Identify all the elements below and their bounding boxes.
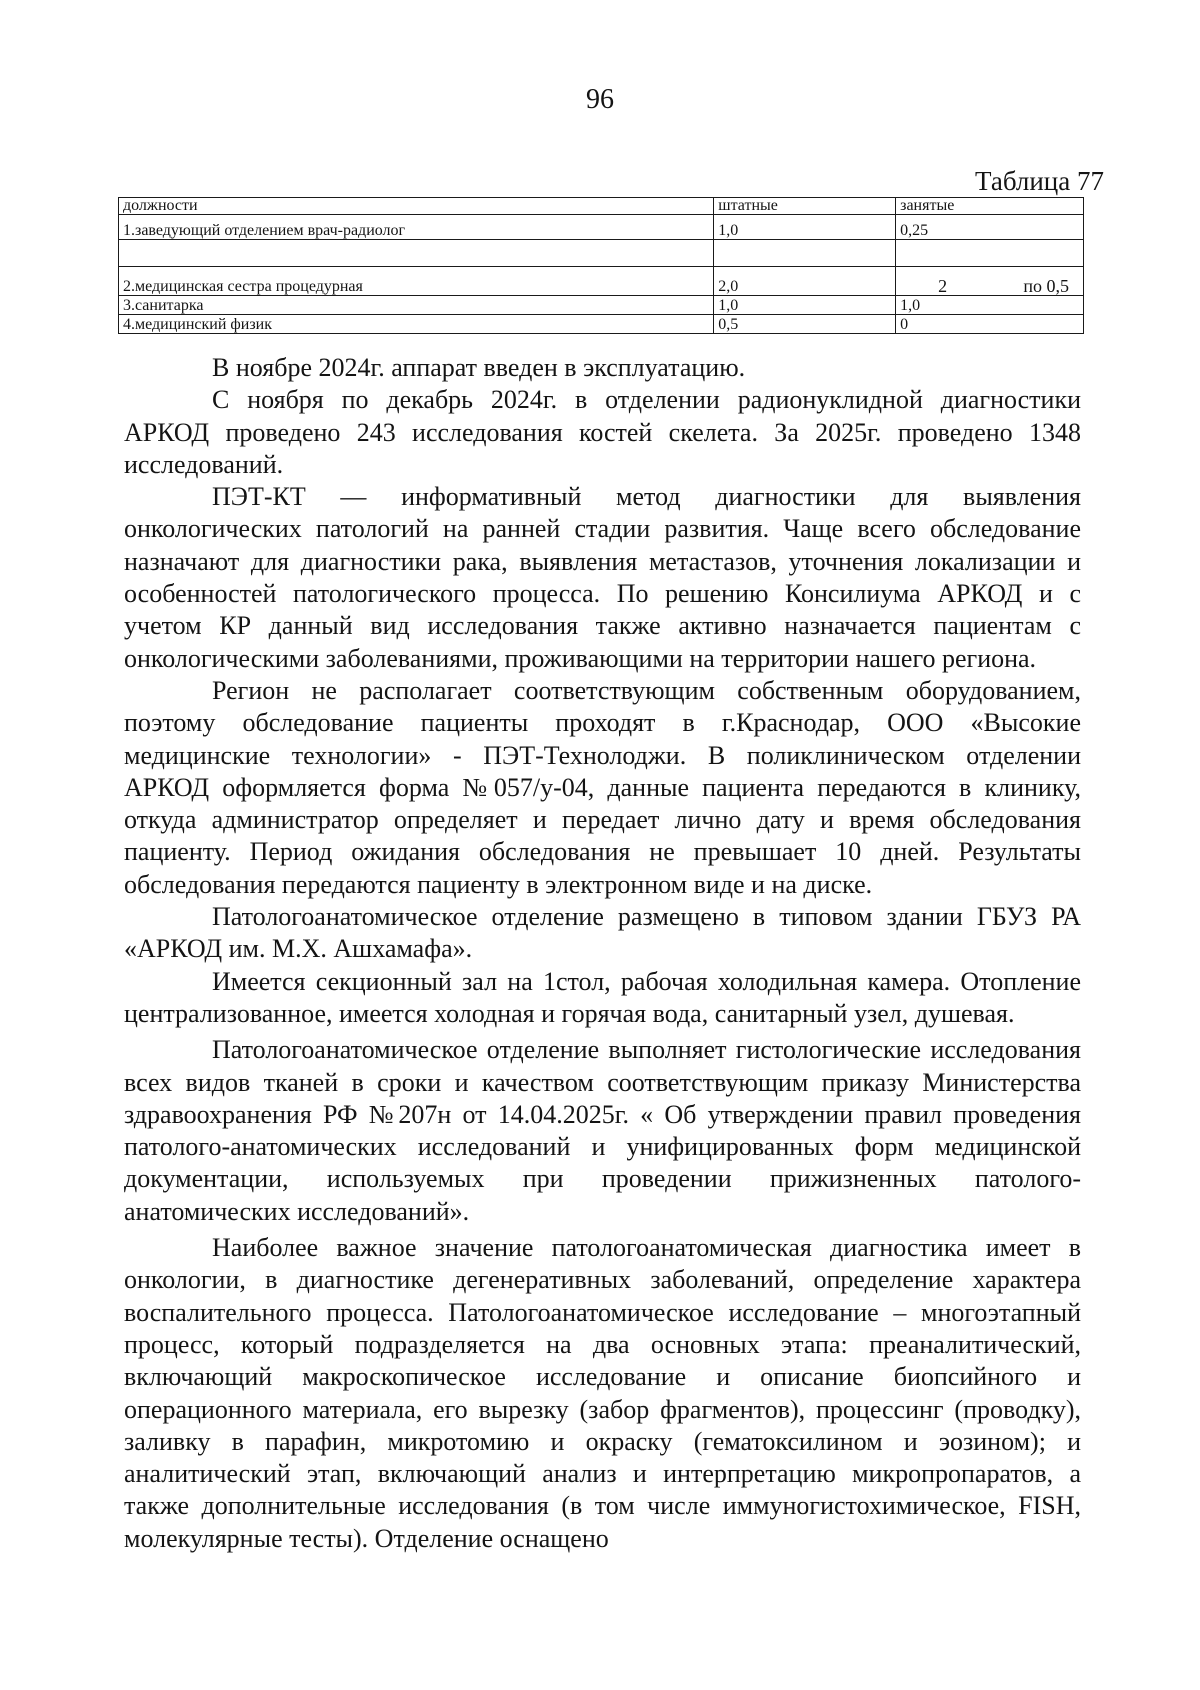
header-cell-position: должности [119, 198, 714, 215]
staffed-cell: 1,0 [714, 215, 896, 240]
position-cell [119, 240, 714, 267]
body-text [124, 352, 1081, 1555]
occupied-cell: 1,0 [896, 296, 1084, 315]
paragraph: В ноябре 2024г. аппарат введен в эксплуатацию. [212, 353, 746, 382]
table-header-row [119, 198, 1084, 215]
paragraph: Патологоанатомическое отделение выполняет гистологические исследования всех видов тканей в сроки и качеством соответствующим приказу Министерства здравоохранения РФ №207н от 14.04.2025г. « Об утверждении правил проведения патолого-анатомических исследований и унифицированных форм медицинской документации, используемых при проведении прижизненных патолого-анатомических исследований». [124, 1035, 1081, 1226]
occupied-cell: 0,25 [896, 215, 1084, 240]
staffed-cell: 0,5 [714, 315, 896, 334]
paragraph: ПЭТ-КТ — информативный метод диагностики для выявления онкологических патологий на ранней стадии развития. Чаще всего обследование назначают для диагностики рака, выявления метастазов, уточнения локализации и особенностей патологического процесса. По решению Консилиума АРКОД и с учетом КР данный вид исследования также активно назначается пациентам с онкологическими заболеваниями, проживающими на территории нашего региона. [124, 482, 1081, 673]
table-caption: Таблица 77 [975, 166, 1104, 196]
table-row [119, 215, 1084, 240]
paragraph: Регион не располагает соответствующим собственным оборудованием, поэтому обследование пациенты проходят в г.Краснодар, ООО «Высокие медицинские технологии» - ПЭТ-Технолоджи. В поликлиническом отделении АРКОД оформляется форма №057/у-04, данные пациента передаются в клинику, откуда администратор определяет и передает лично дату и время обследования пациенту. Период ожидания обследования не превышает 10 дней. Результаты обследования передаются пациенту в электронном виде и на диске. [124, 675, 1081, 899]
position-cell: 2.медицинская сестра процедурная [119, 267, 714, 296]
position-cell: 1.заведующий отделением врач-радиолог [119, 215, 714, 240]
staffed-cell: 2,0 [714, 267, 896, 296]
header-cell-occupied: занятые [896, 198, 1084, 215]
paragraph: С ноября по декабрь 2024г. в отделении радионуклидной диагностики АРКОД проведено 243 исследования костей скелета. За 2025г. проведено 1348 исследований. [124, 385, 1081, 479]
position-cell: 4.медицинский физик [119, 315, 714, 334]
table-row-empty [119, 240, 1084, 267]
paragraph: Патологоанатомическое отделение размещено в типовом здании ГБУЗ РА «АРКОД им. М.Х. Ашхамафа». [124, 902, 1081, 964]
table-row [119, 267, 1084, 296]
header-cell-staffed: штатные [714, 198, 896, 215]
occupied-cell [896, 267, 1084, 296]
occupied-note: по 0,5 [1023, 276, 1069, 296]
occupied-cell [896, 240, 1084, 267]
staffing-table [118, 197, 1084, 334]
paragraph: Имеется секционный зал на 1стол, рабочая холодильная камера. Отопление централизованное, имеется холодная и горячая вода, санитарный узел, душевая. [124, 966, 1081, 1028]
page-number: 96 [586, 84, 614, 115]
table-row [119, 296, 1084, 315]
position-cell: 3.санитарка [119, 296, 714, 315]
occupied-count: 2 [938, 276, 948, 296]
table-row [119, 315, 1084, 334]
staffed-cell [714, 240, 896, 267]
paragraph: Наиболее важное значение патологоанатомическая диагностика имеет в онкологии, в диагностике дегенеративных заболеваний, определение характера воспалительного процесса. Патологоанатомическое исследование – многоэтапный процесс, который подразделяется на два основных этапа: преаналитический, включающий макроскопическое исследование и описание биопсийного и операционного материала, его вырезку (забор фрагментов), процессинг (проводку), заливку в парафин, микротомию и окраску (гематоксилином и эозином); и аналитический этап, включающий анализ и интерпретацию микропропаратов, а также дополнительные исследования (в том числе иммуногистохимическое, FISH, молекулярные тесты). Отделение оснащено [124, 1233, 1081, 1553]
staffed-cell: 1,0 [714, 296, 896, 315]
occupied-cell: 0 [896, 315, 1084, 334]
